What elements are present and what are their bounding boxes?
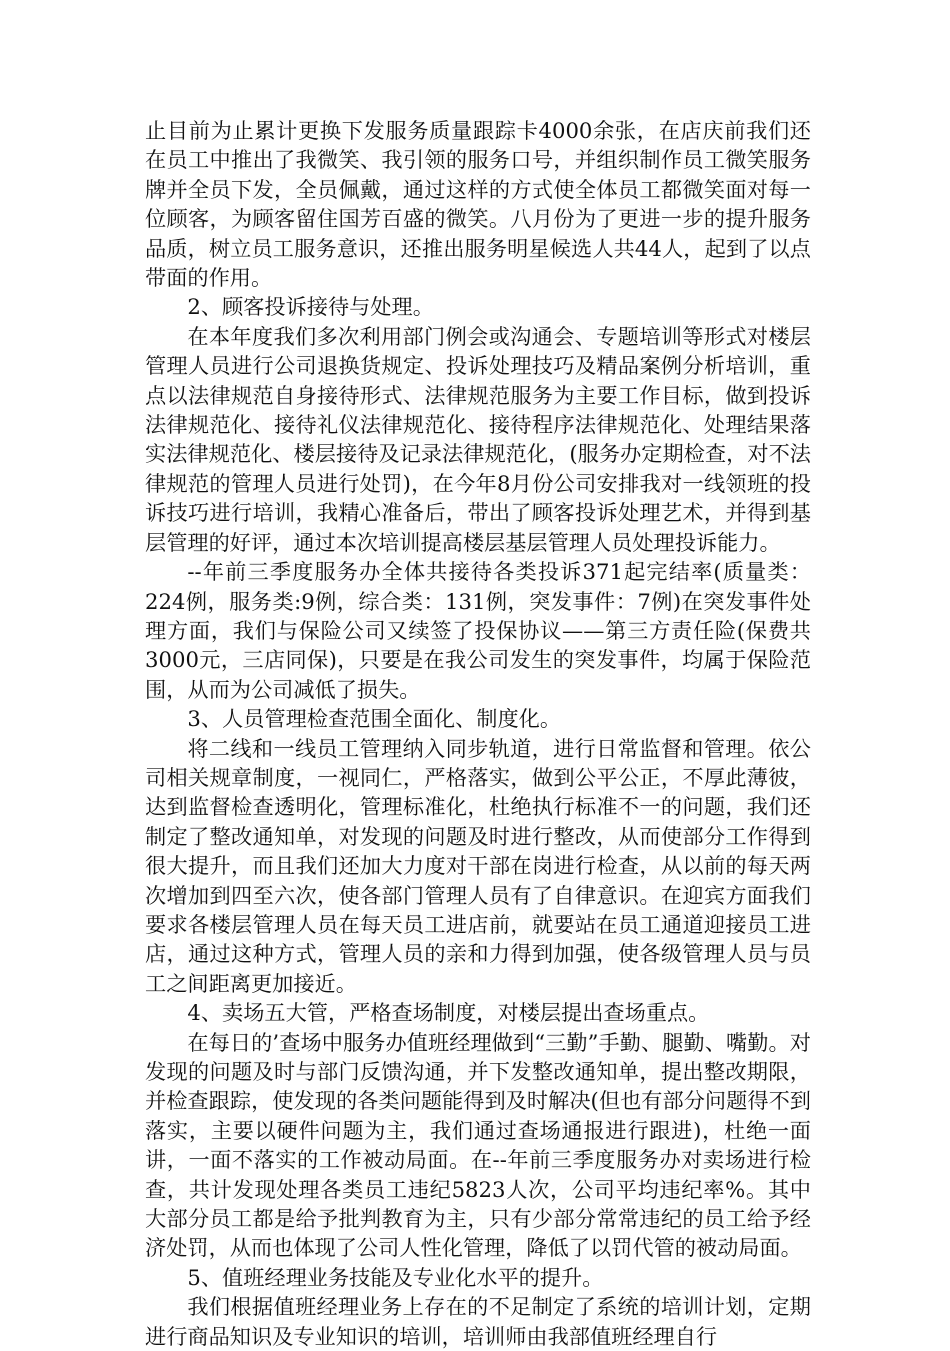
section-heading-complaints: 2、顾客投诉接待与处理。 [187, 294, 434, 320]
document-body [145, 116, 811, 1351]
paragraph-floor-inspection: 在每日的’查场中服务办值班经理做到“三勤”手勤、腿勤、嘴勤。对发现的问题及时与部门反馈沟通，并下发整改通知单，提出整改期限，并检查跟踪，使发现的各类问题能得到及时解决(但也有部分问题得不到落实，主要以硬件问题为主，我们通过查场通报进行跟进)，杜绝一面讲，一面不落实的工作被动局面。在--年前三季度服务办对卖场进行检查，共计发现处理各类员工违纪5823人次，公司平均违纪率%。其中大部分员工都是给予批判教育为主，只有少部分常常违纪的员工给予经济处罚，从而也体现了公司人性化管理，降低了以罚代管的被动局面。 [145, 1029, 811, 1261]
paragraph-manager-training: 我们根据值班经理业务上存在的不足制定了系统的培训计划，定期进行商品知识及专业知识的培训，培训师由我部值班经理自行 [145, 1294, 811, 1349]
paragraph-complaint-statistics: --年前三季度服务办全体共接待各类投诉371起完结率(质量类：224例，服务类:9例，综合类：131例，突发事件：7例)在突发事件处理方面，我们与保险公司又续签了投保协议——第三方责任险(保费共3000元，三店同保)，只要是在我公司发生的突发事件，均属于保险范围，从而为公司减低了损失。 [145, 559, 811, 702]
section-heading-manager-skills: 5、值班经理业务技能及专业化水平的提升。 [187, 1264, 604, 1290]
paragraph-continuation: 止目前为止累计更换下发服务质量跟踪卡4000余张，在店庆前我们还在员工中推出了我微笑、我引领的服务口号，并组织制作员工微笑服务牌并全员下发，全员佩戴，通过这样的方式使全体员工都微笑面对每一位顾客，为顾客留住国芳百盛的微笑。八月份为了更进一步的提升服务品质，树立员工服务意识，还推出服务明星候选人共44人，起到了以点带面的作用。 [145, 118, 811, 291]
paragraph-complaint-training: 在本年度我们多次利用部门例会或沟通会、专题培训等形式对楼层管理人员进行公司退换货规定、投诉处理技巧及精品案例分析培训，重点以法律规范自身接待形式、法律规范服务为主要工作目标，做到投诉法律规范化、接待礼仪法律规范化、接待程序法律规范化、处理结果落实法律规范化、楼层接待及记录法律规范化，(服务办定期检查，对不法律规范的管理人员进行处罚)，在今年8月份公司安排我对一线领班的投诉技巧进行培训，我精心准备后，带出了顾客投诉处理艺术，并得到基层管理的好评，通过本次培训提高楼层基层管理人员处理投诉能力。 [145, 323, 811, 555]
section-heading-staff-inspection: 3、人员管理检查范围全面化、制度化。 [187, 706, 562, 732]
paragraph-staff-management: 将二线和一线员工管理纳入同步轨道，进行日常监督和管理。依公司相关规章制度，一视同仁，严格落实，做到公平公正，不厚此薄彼，达到监督检查透明化，管理标准化，杜绝执行标准不一的问题，我们还制定了整改通知单，对发现的问题及时进行整改，从而使部分工作得到很大提升，而且我们还加大力度对干部在岗进行检查，从以前的每天两次增加到四至六次，使各部门管理人员有了自律意识。在迎宾方面我们要求各楼层管理人员在每天员工进店前，就要站在员工通道迎接员工进店，通过这种方式，管理人员的亲和力得到加强，使各级管理人员与员工之间距离更加接近。 [145, 735, 811, 996]
section-heading-floor-inspection: 4、卖场五大管，严格查场制度，对楼层提出查场重点。 [187, 1000, 710, 1026]
